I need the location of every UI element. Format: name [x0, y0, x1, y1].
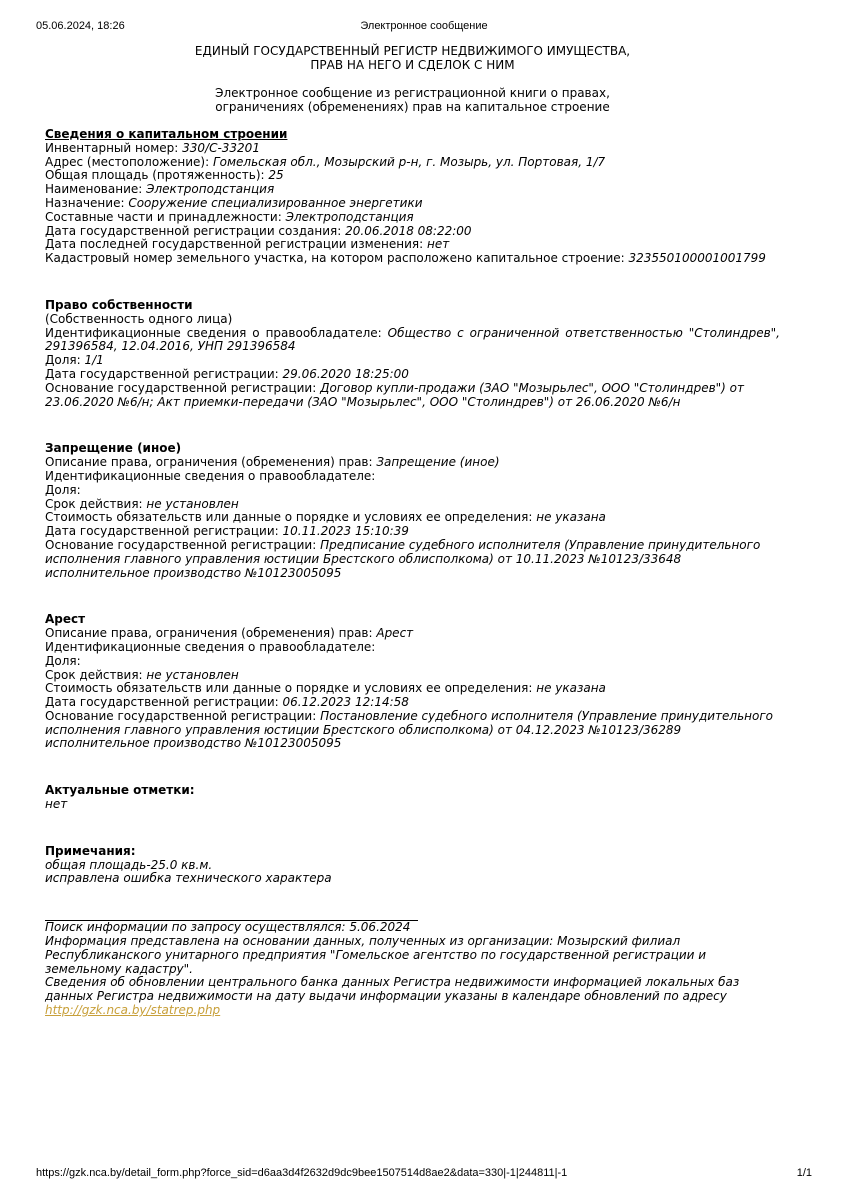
field-line: [45, 156, 780, 170]
field-label: Дата последней государственной регистрации изменения:: [45, 237, 427, 252]
field-value: не установлен: [146, 496, 239, 511]
marks-section-title: Актуальные отметки:: [45, 783, 195, 798]
field-value: 1/1: [84, 353, 104, 368]
field-value: Арест: [376, 626, 414, 641]
field-line: [45, 525, 780, 539]
ownership-section: [45, 299, 780, 409]
field-line: [45, 669, 780, 683]
field-line: [45, 327, 780, 355]
field-value: 330/C-33201: [182, 140, 260, 155]
note-line: исправлена ошибка технического характера: [45, 871, 332, 886]
field-label: Кадастровый номер земельного участка, на котором расположено капитальное строение:: [45, 251, 629, 266]
field-line: [45, 682, 780, 696]
field-label: Описание права, ограничения (обременения) прав:: [45, 455, 377, 470]
field-value: Постановление судебного исполнителя (Управление принудительного исполнения главного управления юстиции Брестского облисполкома) от 04.12.2023 №10123/36289 исполнительное производство №10123005095: [45, 708, 773, 751]
notes-section-title: Примечания:: [45, 843, 136, 858]
document-body: [45, 44, 780, 1018]
field-value: не установлен: [146, 667, 239, 682]
field-label: Идентификационные сведения о правообладателе:: [45, 325, 388, 340]
building-section-title: Сведения о капитальном строении: [45, 127, 288, 141]
field-value: Электроподстанция: [146, 182, 275, 197]
print-url: https://gzk.nca.by/detail_form.php?force_sid=d6aa3d4f2632d9dc9bee1507514d8ae2&data=330|-1|244811|-1: [36, 1167, 568, 1179]
marks-section: [45, 784, 780, 812]
field-label: Стоимость обязательств или данные о порядке и условиях ее определения:: [45, 510, 537, 525]
field-line: [45, 252, 780, 266]
field-label: Стоимость обязательств или данные о порядке и условиях ее определения:: [45, 681, 537, 696]
field-value: Договор купли-продажи (ЗАО "Мозырьлес", ООО "Столиндрев") от 23.06.2020 №6/н; Акт приемки-передачи (ЗАО "Мозырьлес", ООО "Столиндрев") от 26.06.2020 №6/н: [45, 380, 744, 409]
building-section: [45, 128, 780, 266]
arrest-section: [45, 613, 780, 751]
field-value: 29.06.2020 18:25:00: [282, 366, 409, 381]
field-label: Дата государственной регистрации:: [45, 524, 283, 539]
print-page-number: 1/1: [796, 1167, 812, 1179]
field-label: Доля:: [45, 653, 81, 668]
field-label: Составные части и принадлежности:: [45, 209, 286, 224]
field-line: [45, 655, 780, 669]
prohibition-section-title: Запрещение (иное): [45, 441, 182, 456]
print-footer: [36, 1167, 812, 1181]
print-header: [36, 20, 812, 34]
arrest-section-title: Арест: [45, 612, 86, 627]
field-value: 06.12.2023 12:14:58: [282, 695, 409, 710]
field-label: Идентификационные сведения о правообладателе:: [45, 639, 376, 654]
field-label: Срок действия:: [45, 667, 147, 682]
field-line: [45, 696, 780, 710]
field-line: [45, 539, 780, 580]
field-line: [45, 238, 780, 252]
statrep-link[interactable]: http://gzk.nca.by/statrep.php: [45, 1003, 221, 1018]
message-subtitle-line2: ограничениях (обременениях) прав на капитальное строение: [215, 100, 610, 114]
field-value: Электроподстанция: [285, 209, 414, 224]
field-label: Назначение:: [45, 195, 129, 210]
field-label: Дата государственной регистрации:: [45, 366, 283, 381]
field-label: Дата государственной регистрации создания:: [45, 223, 346, 238]
field-line: [45, 470, 780, 484]
prohibition-section: [45, 442, 780, 580]
ownership-section-title: Право собственности: [45, 297, 193, 312]
field-label: Основание государственной регистрации:: [45, 708, 321, 723]
field-line: [45, 627, 780, 641]
arrest-fields: [45, 627, 780, 751]
field-line: [45, 484, 780, 498]
search-date: Поиск информации по запросу осуществлялся: 5.06.2024: [45, 920, 411, 935]
field-label: Идентификационные сведения о правообладателе:: [45, 468, 376, 483]
field-label: Доля:: [45, 482, 81, 497]
field-label: Основание государственной регистрации:: [45, 380, 321, 395]
ownership-type: (Собственность одного лица): [45, 311, 233, 326]
field-value: Предписание судебного исполнителя (Управление принудительного исполнения главного управления юстиции Брестского облисполкома) от 10.11.2023 №10123/33648 исполнительное производство №10123005095: [45, 537, 761, 580]
note-line: общая площадь-25.0 кв.м.: [45, 857, 213, 872]
field-line: [45, 498, 780, 512]
field-line: [45, 710, 780, 751]
field-value: Гомельская обл., Мозырский р-н, г. Мозырь, ул. Портовая, 1/7: [212, 154, 606, 169]
building-fields: [45, 142, 780, 266]
field-value: 10.11.2023 15:10:39: [282, 524, 409, 539]
prohibition-fields: [45, 456, 780, 580]
field-line: [45, 354, 780, 368]
field-line: [45, 211, 780, 225]
field-label: Наименование:: [45, 182, 147, 197]
field-line: [45, 368, 780, 382]
field-line: [45, 142, 780, 156]
field-value: 20.06.2018 08:22:00: [345, 223, 472, 238]
field-line: [45, 511, 780, 525]
registry-title-line1: ЕДИНЫЙ ГОСУДАРСТВЕННЫЙ РЕГИСТР НЕДВИЖИМОГО ИМУЩЕСТВА,: [194, 44, 631, 58]
field-label: Основание государственной регистрации:: [45, 537, 321, 552]
field-label: Инвентарный номер:: [45, 140, 183, 155]
notes-section: [45, 845, 780, 886]
field-line: [45, 382, 780, 410]
updates-info: Сведения об обновлении центрального банка данных Регистра недвижимости информацией локальных баз данных Регистра недвижимости на дату выдачи информации указаны в календаре обновлений по адресу: [45, 975, 740, 1004]
message-subtitle-line1: Электронное сообщение из регистрационной книги о правах,: [215, 86, 610, 100]
field-value: нет: [426, 237, 450, 252]
print-page-title: Электронное сообщение: [360, 20, 488, 32]
field-value: Сооружение специализированное энергетики: [128, 195, 423, 210]
registry-title-line2: ПРАВ НА НЕГО И СДЕЛОК С НИМ: [310, 58, 515, 72]
source-info: Информация представлена на основании данных, полученных из организации: Мозырский филиал Республиканского унитарного предприятия "Гомельское агентство по государственной регистрации и земельному кадастру".: [45, 934, 707, 976]
field-value: Запрещение (иное): [376, 455, 500, 470]
field-line: [45, 225, 780, 239]
field-value: 323550100001001799: [628, 251, 766, 266]
marks-value: нет: [45, 797, 68, 812]
message-subtitle: [45, 86, 780, 114]
field-label: Адрес (местоположение):: [45, 154, 213, 169]
print-datetime: 05.06.2024, 18:26: [36, 20, 125, 32]
field-label: Доля:: [45, 353, 85, 368]
field-label: Общая площадь (протяженность):: [45, 168, 269, 183]
field-label: Описание права, ограничения (обременения) прав:: [45, 626, 377, 641]
ownership-fields: [45, 327, 780, 410]
field-line: [45, 641, 780, 655]
field-label: Срок действия:: [45, 496, 147, 511]
field-line: [45, 169, 780, 183]
field-value: 25: [268, 168, 284, 183]
field-line: [45, 183, 780, 197]
field-value: Общество с ограниченной ответственностью "Столиндрев", 291396584, 12.04.2016, УНП 291396584: [45, 325, 780, 354]
registry-title: [45, 44, 780, 72]
field-line: [45, 456, 780, 470]
field-value: не указана: [536, 681, 606, 696]
field-label: Дата государственной регистрации:: [45, 695, 283, 710]
field-line: [45, 197, 780, 211]
field-value: не указана: [536, 510, 606, 525]
